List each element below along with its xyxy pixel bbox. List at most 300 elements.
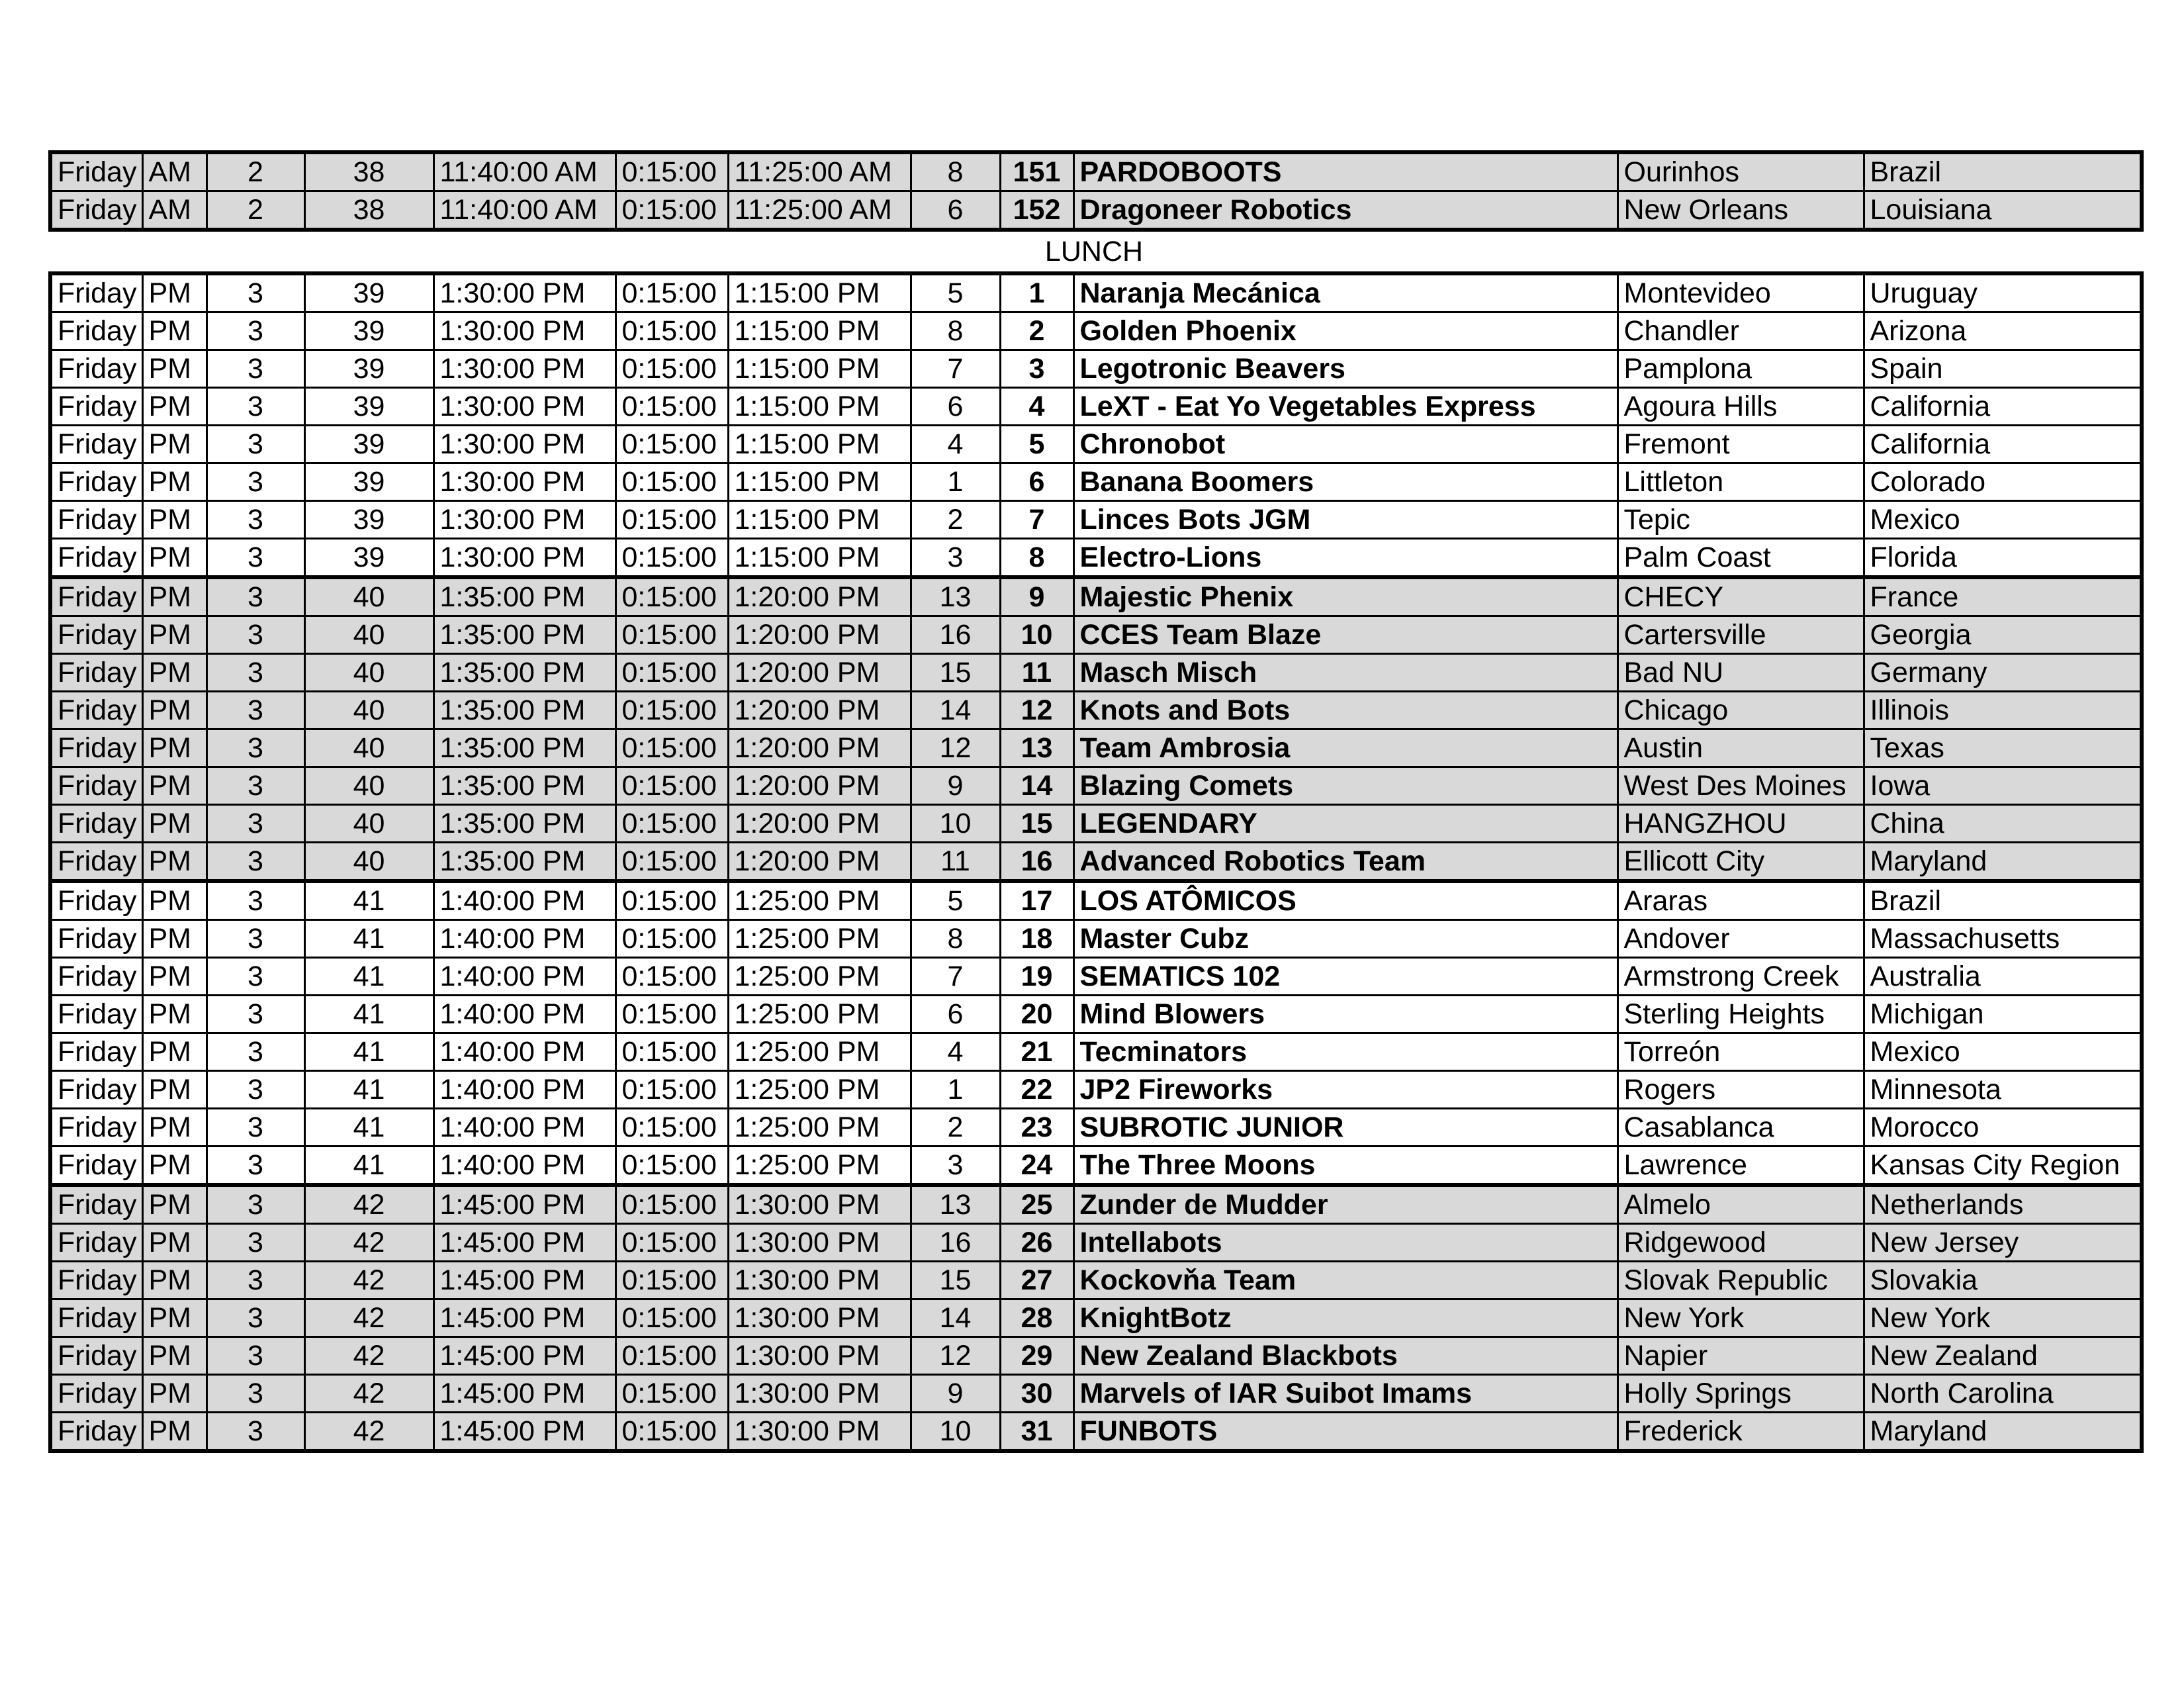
team-name-cell: Legotronic Beavers: [1073, 350, 1617, 388]
report-time-cell: 1:35:00 PM: [433, 805, 615, 843]
session-cell: PM: [142, 1337, 206, 1375]
match-cell: 39: [304, 350, 433, 388]
team-number-cell: 28: [1000, 1299, 1073, 1337]
day-cell: Friday: [50, 577, 142, 616]
day-cell: Friday: [50, 539, 142, 578]
round-cell: 3: [206, 539, 304, 578]
region-cell: Brazil: [1864, 881, 2142, 920]
round-cell: 3: [206, 767, 304, 805]
start-time-cell: 1:30:00 PM: [728, 1375, 911, 1413]
team-name-cell: Tecminators: [1073, 1033, 1617, 1071]
duration-cell: 0:15:00: [615, 1375, 728, 1413]
match-cell: 41: [304, 996, 433, 1033]
start-time-cell: 1:30:00 PM: [728, 1224, 911, 1262]
report-time-cell: 1:35:00 PM: [433, 729, 615, 767]
start-time-cell: 1:15:00 PM: [728, 501, 911, 539]
city-cell: HANGZHOU: [1617, 805, 1864, 843]
duration-cell: 0:15:00: [615, 1147, 728, 1186]
city-cell: Araras: [1617, 881, 1864, 920]
region-cell: Australia: [1864, 958, 2142, 996]
start-time-cell: 1:20:00 PM: [728, 616, 911, 654]
city-cell: Chandler: [1617, 312, 1864, 350]
report-time-cell: 1:30:00 PM: [433, 501, 615, 539]
duration-cell: 0:15:00: [615, 191, 728, 230]
day-cell: Friday: [50, 501, 142, 539]
report-time-cell: 1:30:00 PM: [433, 426, 615, 463]
table-row: [50, 312, 2142, 350]
duration-cell: 0:15:00: [615, 1413, 728, 1452]
day-cell: Friday: [50, 1262, 142, 1299]
team-number-cell: 8: [1000, 539, 1073, 578]
table-cell: 12: [911, 729, 1000, 767]
table-cell: 3: [911, 539, 1000, 578]
team-name-cell: LeXT - Eat Yo Vegetables Express: [1073, 388, 1617, 426]
city-cell: West Des Moines: [1617, 767, 1864, 805]
city-cell: Austin: [1617, 729, 1864, 767]
round-cell: 3: [206, 881, 304, 920]
city-cell: Littleton: [1617, 463, 1864, 501]
session-cell: PM: [142, 996, 206, 1033]
session-cell: PM: [142, 463, 206, 501]
round-cell: 3: [206, 426, 304, 463]
match-cell: 38: [304, 191, 433, 230]
team-number-cell: 1: [1000, 273, 1073, 312]
report-time-cell: 1:30:00 PM: [433, 388, 615, 426]
duration-cell: 0:15:00: [615, 350, 728, 388]
table-row: [50, 920, 2142, 958]
day-cell: Friday: [50, 1337, 142, 1375]
duration-cell: 0:15:00: [615, 1337, 728, 1375]
session-cell: PM: [142, 920, 206, 958]
team-number-cell: 10: [1000, 616, 1073, 654]
day-cell: Friday: [50, 958, 142, 996]
session-cell: PM: [142, 767, 206, 805]
table-row: [50, 577, 2142, 616]
team-number-cell: 24: [1000, 1147, 1073, 1186]
start-time-cell: 1:20:00 PM: [728, 805, 911, 843]
match-cell: 42: [304, 1413, 433, 1452]
team-number-cell: 3: [1000, 350, 1073, 388]
table-cell: 1: [911, 463, 1000, 501]
match-cell: 39: [304, 388, 433, 426]
region-cell: Georgia: [1864, 616, 2142, 654]
report-time-cell: 1:45:00 PM: [433, 1413, 615, 1452]
start-time-cell: 1:25:00 PM: [728, 1109, 911, 1147]
match-cell: 40: [304, 729, 433, 767]
city-cell: Ellicott City: [1617, 843, 1864, 882]
session-cell: PM: [142, 654, 206, 692]
start-time-cell: 1:20:00 PM: [728, 843, 911, 882]
city-cell: Fremont: [1617, 426, 1864, 463]
team-number-cell: 17: [1000, 881, 1073, 920]
city-cell: Lawrence: [1617, 1147, 1864, 1186]
table-cell: 16: [911, 616, 1000, 654]
session-cell: PM: [142, 1224, 206, 1262]
team-name-cell: Advanced Robotics Team: [1073, 843, 1617, 882]
team-name-cell: Chronobot: [1073, 426, 1617, 463]
start-time-cell: 1:25:00 PM: [728, 1033, 911, 1071]
report-time-cell: 1:35:00 PM: [433, 577, 615, 616]
day-cell: Friday: [50, 805, 142, 843]
start-time-cell: 1:30:00 PM: [728, 1413, 911, 1452]
session-cell: PM: [142, 1109, 206, 1147]
table-row: [50, 729, 2142, 767]
team-number-cell: 5: [1000, 426, 1073, 463]
team-name-cell: Zunder de Mudder: [1073, 1185, 1617, 1224]
report-time-cell: 1:35:00 PM: [433, 616, 615, 654]
region-cell: Germany: [1864, 654, 2142, 692]
match-cell: 40: [304, 767, 433, 805]
region-cell: Massachusetts: [1864, 920, 2142, 958]
table-row: [50, 767, 2142, 805]
session-cell: AM: [142, 191, 206, 230]
day-cell: Friday: [50, 616, 142, 654]
start-time-cell: 1:30:00 PM: [728, 1299, 911, 1337]
team-number-cell: 14: [1000, 767, 1073, 805]
table-cell: 5: [911, 881, 1000, 920]
team-number-cell: 22: [1000, 1071, 1073, 1109]
duration-cell: 0:15:00: [615, 729, 728, 767]
round-cell: 3: [206, 729, 304, 767]
match-cell: 41: [304, 1033, 433, 1071]
duration-cell: 0:15:00: [615, 463, 728, 501]
session-cell: PM: [142, 1033, 206, 1071]
team-name-cell: Master Cubz: [1073, 920, 1617, 958]
table-cell: 7: [911, 350, 1000, 388]
session-cell: AM: [142, 152, 206, 191]
table-cell: 15: [911, 654, 1000, 692]
region-cell: Michigan: [1864, 996, 2142, 1033]
round-cell: 3: [206, 920, 304, 958]
city-cell: Slovak Republic: [1617, 1262, 1864, 1299]
match-cell: 40: [304, 805, 433, 843]
report-time-cell: 1:40:00 PM: [433, 996, 615, 1033]
team-name-cell: Masch Misch: [1073, 654, 1617, 692]
start-time-cell: 1:25:00 PM: [728, 996, 911, 1033]
report-time-cell: 1:30:00 PM: [433, 463, 615, 501]
report-time-cell: 1:30:00 PM: [433, 273, 615, 312]
day-cell: Friday: [50, 1413, 142, 1452]
round-cell: 3: [206, 1299, 304, 1337]
duration-cell: 0:15:00: [615, 654, 728, 692]
report-time-cell: 1:35:00 PM: [433, 767, 615, 805]
day-cell: Friday: [50, 843, 142, 882]
city-cell: Casablanca: [1617, 1109, 1864, 1147]
start-time-cell: 1:30:00 PM: [728, 1262, 911, 1299]
start-time-cell: 1:25:00 PM: [728, 920, 911, 958]
team-name-cell: Banana Boomers: [1073, 463, 1617, 501]
report-time-cell: 1:30:00 PM: [433, 350, 615, 388]
match-cell: 41: [304, 881, 433, 920]
team-number-cell: 20: [1000, 996, 1073, 1033]
region-cell: Iowa: [1864, 767, 2142, 805]
city-cell: Frederick: [1617, 1413, 1864, 1452]
region-cell: Kansas City Region: [1864, 1147, 2142, 1186]
table-cell: 6: [911, 388, 1000, 426]
match-cell: 39: [304, 501, 433, 539]
start-time-cell: 1:20:00 PM: [728, 577, 911, 616]
day-cell: Friday: [50, 996, 142, 1033]
duration-cell: 0:15:00: [615, 996, 728, 1033]
round-cell: 3: [206, 501, 304, 539]
table-cell: 3: [911, 1147, 1000, 1186]
start-time-cell: 1:15:00 PM: [728, 539, 911, 578]
table-row: [50, 654, 2142, 692]
table-row: [50, 958, 2142, 996]
team-name-cell: Kockovňa Team: [1073, 1262, 1617, 1299]
report-time-cell: 1:45:00 PM: [433, 1337, 615, 1375]
report-time-cell: 1:35:00 PM: [433, 692, 615, 729]
team-name-cell: KnightBotz: [1073, 1299, 1617, 1337]
region-cell: New York: [1864, 1299, 2142, 1337]
team-name-cell: LOS ATÔMICOS: [1073, 881, 1617, 920]
match-cell: 38: [304, 152, 433, 191]
team-name-cell: FUNBOTS: [1073, 1413, 1617, 1452]
session-cell: PM: [142, 312, 206, 350]
match-cell: 40: [304, 692, 433, 729]
city-cell: Pamplona: [1617, 350, 1864, 388]
day-cell: Friday: [50, 463, 142, 501]
team-number-cell: 11: [1000, 654, 1073, 692]
region-cell: New Zealand: [1864, 1337, 2142, 1375]
city-cell: New Orleans: [1617, 191, 1864, 230]
round-cell: 3: [206, 692, 304, 729]
region-cell: Texas: [1864, 729, 2142, 767]
table-row: [50, 501, 2142, 539]
session-cell: PM: [142, 1071, 206, 1109]
table-row: [50, 273, 2142, 312]
table-row: [50, 1337, 2142, 1375]
round-cell: 3: [206, 1109, 304, 1147]
team-number-cell: 16: [1000, 843, 1073, 882]
team-name-cell: SUBROTIC JUNIOR: [1073, 1109, 1617, 1147]
city-cell: Armstrong Creek: [1617, 958, 1864, 996]
city-cell: CHECY: [1617, 577, 1864, 616]
round-cell: 3: [206, 350, 304, 388]
report-time-cell: 1:45:00 PM: [433, 1299, 615, 1337]
team-name-cell: Marvels of IAR Suibot Imams: [1073, 1375, 1617, 1413]
round-cell: 3: [206, 1337, 304, 1375]
report-time-cell: 1:30:00 PM: [433, 312, 615, 350]
day-cell: Friday: [50, 881, 142, 920]
table-row: [50, 996, 2142, 1033]
team-name-cell: SEMATICS 102: [1073, 958, 1617, 996]
team-number-cell: 4: [1000, 388, 1073, 426]
session-cell: PM: [142, 1262, 206, 1299]
table-row: [50, 692, 2142, 729]
table-cell: 2: [911, 501, 1000, 539]
day-cell: Friday: [50, 312, 142, 350]
start-time-cell: 1:25:00 PM: [728, 958, 911, 996]
region-cell: New Jersey: [1864, 1224, 2142, 1262]
table-cell: 14: [911, 692, 1000, 729]
report-time-cell: 1:40:00 PM: [433, 920, 615, 958]
region-cell: Uruguay: [1864, 273, 2142, 312]
table-row: [50, 1224, 2142, 1262]
session-cell: PM: [142, 616, 206, 654]
team-number-cell: 6: [1000, 463, 1073, 501]
duration-cell: 0:15:00: [615, 1185, 728, 1224]
region-cell: Netherlands: [1864, 1185, 2142, 1224]
duration-cell: 0:15:00: [615, 426, 728, 463]
region-cell: Spain: [1864, 350, 2142, 388]
table-row: [50, 1071, 2142, 1109]
start-time-cell: 1:15:00 PM: [728, 426, 911, 463]
round-cell: 3: [206, 996, 304, 1033]
team-name-cell: The Three Moons: [1073, 1147, 1617, 1186]
city-cell: Agoura Hills: [1617, 388, 1864, 426]
team-name-cell: Naranja Mecánica: [1073, 273, 1617, 312]
team-number-cell: 15: [1000, 805, 1073, 843]
match-cell: 39: [304, 463, 433, 501]
start-time-cell: 1:25:00 PM: [728, 1071, 911, 1109]
match-cell: 42: [304, 1262, 433, 1299]
region-cell: Minnesota: [1864, 1071, 2142, 1109]
city-cell: Sterling Heights: [1617, 996, 1864, 1033]
table-row: [50, 152, 2142, 191]
team-number-cell: 2: [1000, 312, 1073, 350]
duration-cell: 0:15:00: [615, 312, 728, 350]
region-cell: California: [1864, 426, 2142, 463]
team-name-cell: New Zealand Blackbots: [1073, 1337, 1617, 1375]
table-cell: 11: [911, 843, 1000, 882]
start-time-cell: 1:15:00 PM: [728, 463, 911, 501]
match-cell: 42: [304, 1299, 433, 1337]
duration-cell: 0:15:00: [615, 501, 728, 539]
round-cell: 3: [206, 805, 304, 843]
team-name-cell: Linces Bots JGM: [1073, 501, 1617, 539]
day-cell: Friday: [50, 191, 142, 230]
start-time-cell: 1:15:00 PM: [728, 312, 911, 350]
round-cell: 3: [206, 1413, 304, 1452]
round-cell: 3: [206, 1375, 304, 1413]
team-name-cell: Team Ambrosia: [1073, 729, 1617, 767]
match-cell: 41: [304, 1109, 433, 1147]
table-row: [50, 1262, 2142, 1299]
table-cell: 2: [911, 1109, 1000, 1147]
duration-cell: 0:15:00: [615, 152, 728, 191]
table-row: [50, 388, 2142, 426]
session-cell: PM: [142, 539, 206, 578]
match-cell: 41: [304, 958, 433, 996]
day-cell: Friday: [50, 1109, 142, 1147]
team-name-cell: Intellabots: [1073, 1224, 1617, 1262]
region-cell: Maryland: [1864, 843, 2142, 882]
session-cell: PM: [142, 426, 206, 463]
table-cell: 8: [911, 920, 1000, 958]
round-cell: 3: [206, 843, 304, 882]
report-time-cell: 1:40:00 PM: [433, 1071, 615, 1109]
match-cell: 40: [304, 843, 433, 882]
report-time-cell: 1:40:00 PM: [433, 1147, 615, 1186]
table-row: [50, 463, 2142, 501]
match-group-table: [48, 150, 2144, 232]
day-cell: Friday: [50, 1147, 142, 1186]
team-number-cell: 7: [1000, 501, 1073, 539]
match-cell: 41: [304, 1147, 433, 1186]
table-cell: 14: [911, 1299, 1000, 1337]
day-cell: Friday: [50, 692, 142, 729]
table-row: [50, 1147, 2142, 1186]
match-cell: 39: [304, 312, 433, 350]
match-cell: 40: [304, 616, 433, 654]
match-cell: 39: [304, 273, 433, 312]
round-cell: 2: [206, 152, 304, 191]
region-cell: China: [1864, 805, 2142, 843]
city-cell: New York: [1617, 1299, 1864, 1337]
table-row: [50, 1413, 2142, 1452]
round-cell: 3: [206, 1185, 304, 1224]
region-cell: California: [1864, 388, 2142, 426]
start-time-cell: 1:15:00 PM: [728, 273, 911, 312]
session-cell: PM: [142, 958, 206, 996]
day-cell: Friday: [50, 350, 142, 388]
session-cell: PM: [142, 881, 206, 920]
team-number-cell: 29: [1000, 1337, 1073, 1375]
city-cell: Cartersville: [1617, 616, 1864, 654]
round-cell: 3: [206, 388, 304, 426]
day-cell: Friday: [50, 920, 142, 958]
start-time-cell: 1:15:00 PM: [728, 350, 911, 388]
report-time-cell: 1:30:00 PM: [433, 539, 615, 578]
table-cell: 6: [911, 191, 1000, 230]
table-row: [50, 1109, 2142, 1147]
day-cell: Friday: [50, 1071, 142, 1109]
match-group-table: [48, 271, 2144, 579]
session-cell: PM: [142, 729, 206, 767]
duration-cell: 0:15:00: [615, 1299, 728, 1337]
city-cell: Bad NU: [1617, 654, 1864, 692]
city-cell: Ridgewood: [1617, 1224, 1864, 1262]
session-cell: PM: [142, 692, 206, 729]
region-cell: North Carolina: [1864, 1375, 2142, 1413]
day-cell: Friday: [50, 152, 142, 191]
match-cell: 41: [304, 920, 433, 958]
day-cell: Friday: [50, 1033, 142, 1071]
table-cell: 10: [911, 1413, 1000, 1452]
report-time-cell: 1:40:00 PM: [433, 1109, 615, 1147]
table-row: [50, 191, 2142, 230]
city-cell: Tepic: [1617, 501, 1864, 539]
session-cell: PM: [142, 1375, 206, 1413]
round-cell: 3: [206, 1033, 304, 1071]
session-cell: PM: [142, 1147, 206, 1186]
region-cell: France: [1864, 577, 2142, 616]
region-cell: Florida: [1864, 539, 2142, 578]
report-time-cell: 1:45:00 PM: [433, 1375, 615, 1413]
session-cell: PM: [142, 273, 206, 312]
table-row: [50, 1375, 2142, 1413]
team-number-cell: 23: [1000, 1109, 1073, 1147]
region-cell: Arizona: [1864, 312, 2142, 350]
round-cell: 3: [206, 577, 304, 616]
report-time-cell: 11:40:00 AM: [433, 152, 615, 191]
duration-cell: 0:15:00: [615, 577, 728, 616]
start-time-cell: 11:25:00 AM: [728, 191, 911, 230]
start-time-cell: 1:25:00 PM: [728, 1147, 911, 1186]
round-cell: 3: [206, 1071, 304, 1109]
duration-cell: 0:15:00: [615, 388, 728, 426]
round-cell: 3: [206, 463, 304, 501]
region-cell: Slovakia: [1864, 1262, 2142, 1299]
start-time-cell: 1:20:00 PM: [728, 692, 911, 729]
match-cell: 42: [304, 1224, 433, 1262]
team-number-cell: 151: [1000, 152, 1073, 191]
duration-cell: 0:15:00: [615, 843, 728, 882]
round-cell: 3: [206, 654, 304, 692]
duration-cell: 0:15:00: [615, 958, 728, 996]
start-time-cell: 1:20:00 PM: [728, 729, 911, 767]
